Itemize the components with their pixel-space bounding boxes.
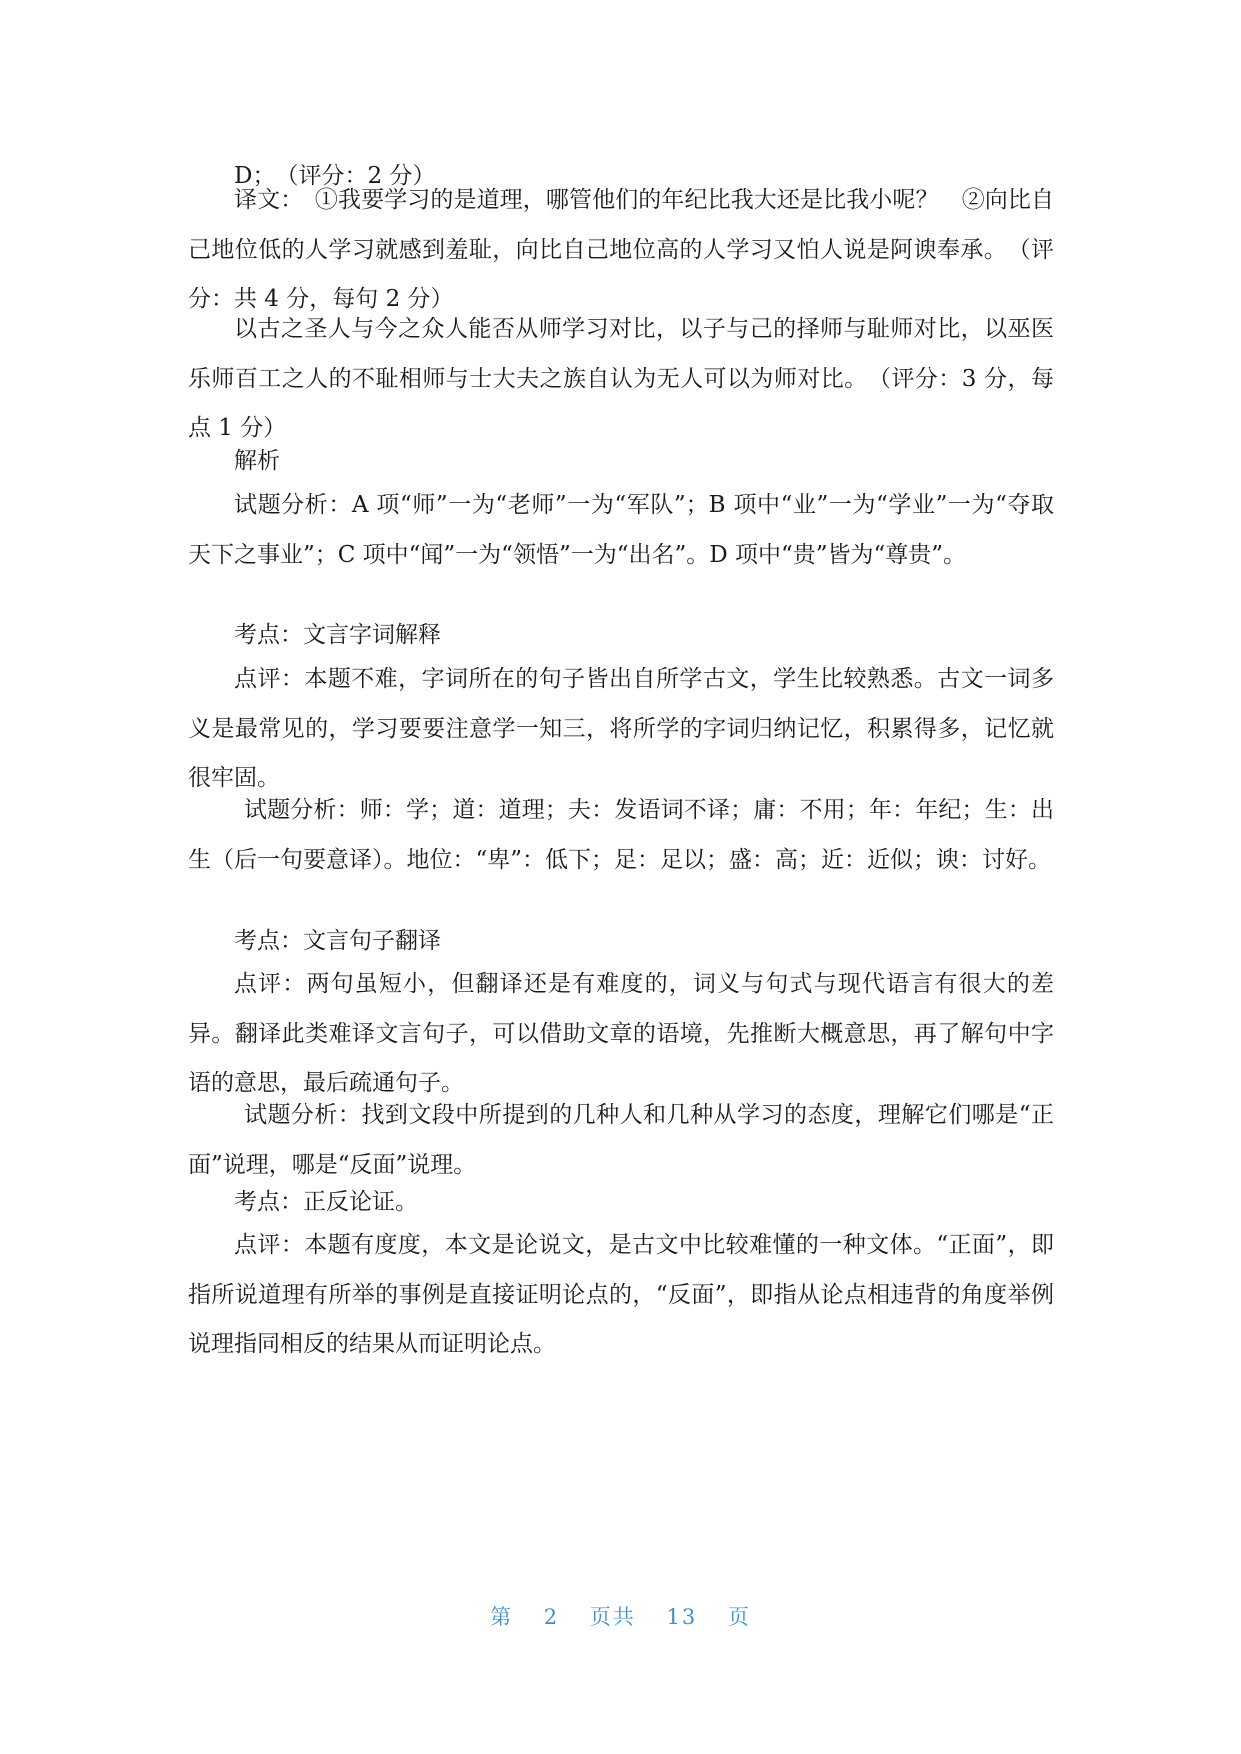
comment-paragraph-2: 点评：两句虽短小，但翻译还是有难度的，词义与句式与现代语言有很大的差异。翻译此类难译文言句子，可以借助文章的语境，先推断大概意思，再了解句中字语的意思，最后疏通句子。	[188, 971, 1054, 1096]
translation-paragraph: 译文： ①我要学习的是道理，哪管他们的年纪比我大还是比我小呢？ ②向比自己地位低的人学习就感到羞耻，向比自己地位高的人学习又怕人说是阿谀奉承。 （评分：共 4 分，每句 2 分）	[188, 187, 1054, 312]
analysis-heading: 解析	[234, 448, 280, 474]
page-footer	[0, 1601, 1241, 1631]
comment-paragraph-1: 点评：本题不难，字词所在的句子皆出自所学古文，学生比较熟悉。古文一词多义是最常见的，学习要要注意学一知三，将所学的字词归纳记忆，积累得多，记忆就很牢固。	[188, 666, 1054, 791]
footer-page-number: 2	[543, 1605, 560, 1629]
contrast-paragraph: 以古之圣人与今之众人能否从师学习对比，以子与己的择师与耻师对比，以巫医乐师百工之人的不耻相师与士大夫之族自认为无人可以为师对比。 （评分：3 分，每点 1 分）	[188, 316, 1054, 441]
footer-suffix: 页	[727, 1605, 751, 1629]
exam-point-1: 考点：文言字词解释	[234, 622, 441, 648]
footer-prefix: 第	[490, 1605, 514, 1629]
exam-point-3: 考点：正反论证。	[234, 1189, 418, 1215]
comment-paragraph-3: 点评：本题有度度，本文是论说文，是古文中比较难懂的一种文体。“正面”，即指所说道理有所举的事例是直接证明论点的，“反面”，即指从论点相违背的角度举例说理指同相反的结果从而证明论点。	[188, 1232, 1054, 1357]
paragraph-text: D； （评分：2 分）	[234, 163, 436, 189]
analysis-paragraph-3: 试题分析：找到文段中所提到的几种人和几种从学习的态度，理解它们哪是“正面”说理，哪是“反面”说理。	[188, 1102, 1054, 1178]
footer-total-pages: 13	[666, 1605, 698, 1629]
analysis-paragraph-1: 试题分析：A 项“师”一为“老师”一为“军队”；B 项中“业”一为“学业”一为“夺取天下之事业”；C 项中“闻”一为“领悟”一为“出名”。D 项中“贵”皆为“尊贵”。	[188, 492, 1054, 568]
analysis-paragraph-2: 试题分析：师：学；道：道理；夫：发语词不译；庸：不用；年：年纪；生：出生（后一句要意译）。地位：“卑”：低下；足：足以；盛：高；近：近似；谀：讨好。	[188, 797, 1054, 873]
footer-mid: 页共	[589, 1605, 636, 1629]
exam-point-2: 考点：文言句子翻译	[234, 928, 441, 954]
